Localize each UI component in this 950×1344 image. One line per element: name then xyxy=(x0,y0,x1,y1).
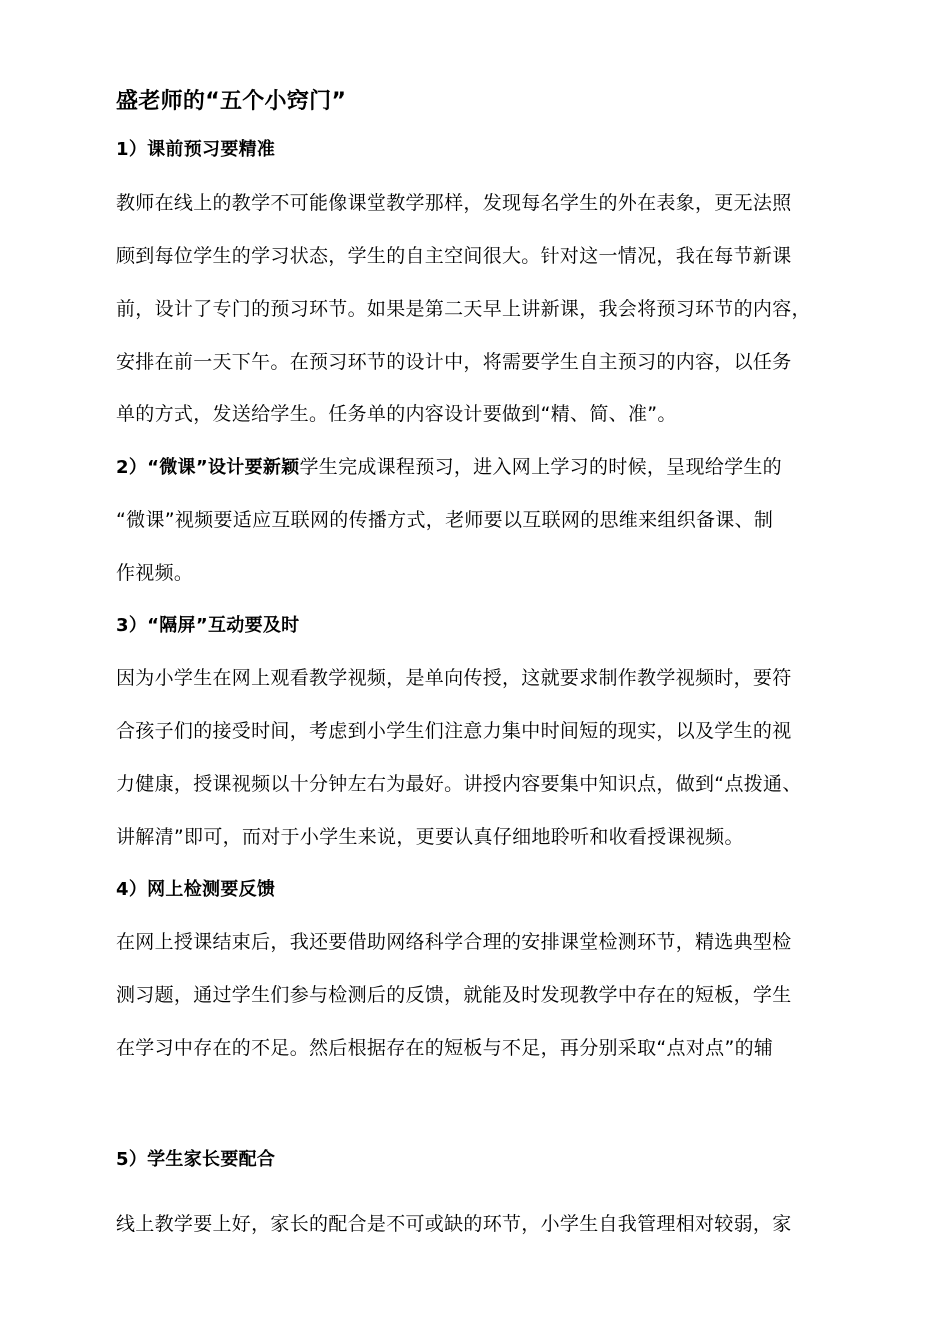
paragraph-line: 前，设计了专门的预习环节。如果是第二天早上讲新课，我会将预习环节的内容， xyxy=(116,298,811,320)
section-heading: 1）课前预习要精准 xyxy=(116,139,276,160)
paragraph-line: 讲解清”即可，而对于小学生来说，更要认真仔细地聆听和收看授课视频。 xyxy=(116,826,744,848)
paragraph-line: 顾到每位学生的学习状态，学生的自主空间很大。针对这一情况，我在每节新课 xyxy=(116,245,792,267)
section-heading: 5）学生家长要配合 xyxy=(116,1149,276,1170)
paragraph-line: 线上教学要上好，家长的配合是不可或缺的环节，小学生自我管理相对较弱，家 xyxy=(116,1213,792,1235)
section-heading: 2）“微课”设计要新颖 xyxy=(116,457,300,478)
paragraph-line: 单的方式，发送给学生。任务单的内容设计要做到“精、简、准”。 xyxy=(116,403,677,425)
document-title: 盛老师的“五个小窍门” xyxy=(116,89,347,114)
section-heading-line xyxy=(116,455,782,480)
paragraph-inline-text: 学生完成课程预习，进入网上学习的时候，呈现给学生的 xyxy=(299,456,782,478)
paragraph-line: 在学习中存在的不足。然后根据存在的短板与不足，再分别采取“点对点”的辅 xyxy=(116,1037,774,1059)
section-heading: 4）网上检测要反馈 xyxy=(116,879,276,900)
paragraph-line: 因为小学生在网上观看教学视频，是单向传授，这就要求制作教学视频时，要符 xyxy=(116,667,792,689)
paragraph-line: 作视频。 xyxy=(116,562,194,584)
paragraph-line: 安排在前一天下午。在预习环节的设计中，将需要学生自主预习的内容，以任务 xyxy=(116,351,792,373)
paragraph-line: 在网上授课结束后，我还要借助网络科学合理的安排课堂检测环节，精选典型检 xyxy=(116,931,792,953)
paragraph-line: “微课”视频要适应互联网的传播方式，老师要以互联网的思维来组织备课、制 xyxy=(116,509,774,531)
paragraph-line: 力健康，授课视频以十分钟左右为最好。讲授内容要集中知识点，做到“点拨通、 xyxy=(116,773,802,795)
section-heading: 3）“隔屏”互动要及时 xyxy=(116,615,300,636)
paragraph-line: 合孩子们的接受时间，考虑到小学生们注意力集中时间短的现实，以及学生的视 xyxy=(116,720,792,742)
paragraph-line: 教师在线上的教学不可能像课堂教学那样，发现每名学生的外在表象，更无法照 xyxy=(116,192,792,214)
paragraph-line: 测习题，通过学生们参与检测后的反馈，就能及时发现教学中存在的短板，学生 xyxy=(116,984,792,1006)
